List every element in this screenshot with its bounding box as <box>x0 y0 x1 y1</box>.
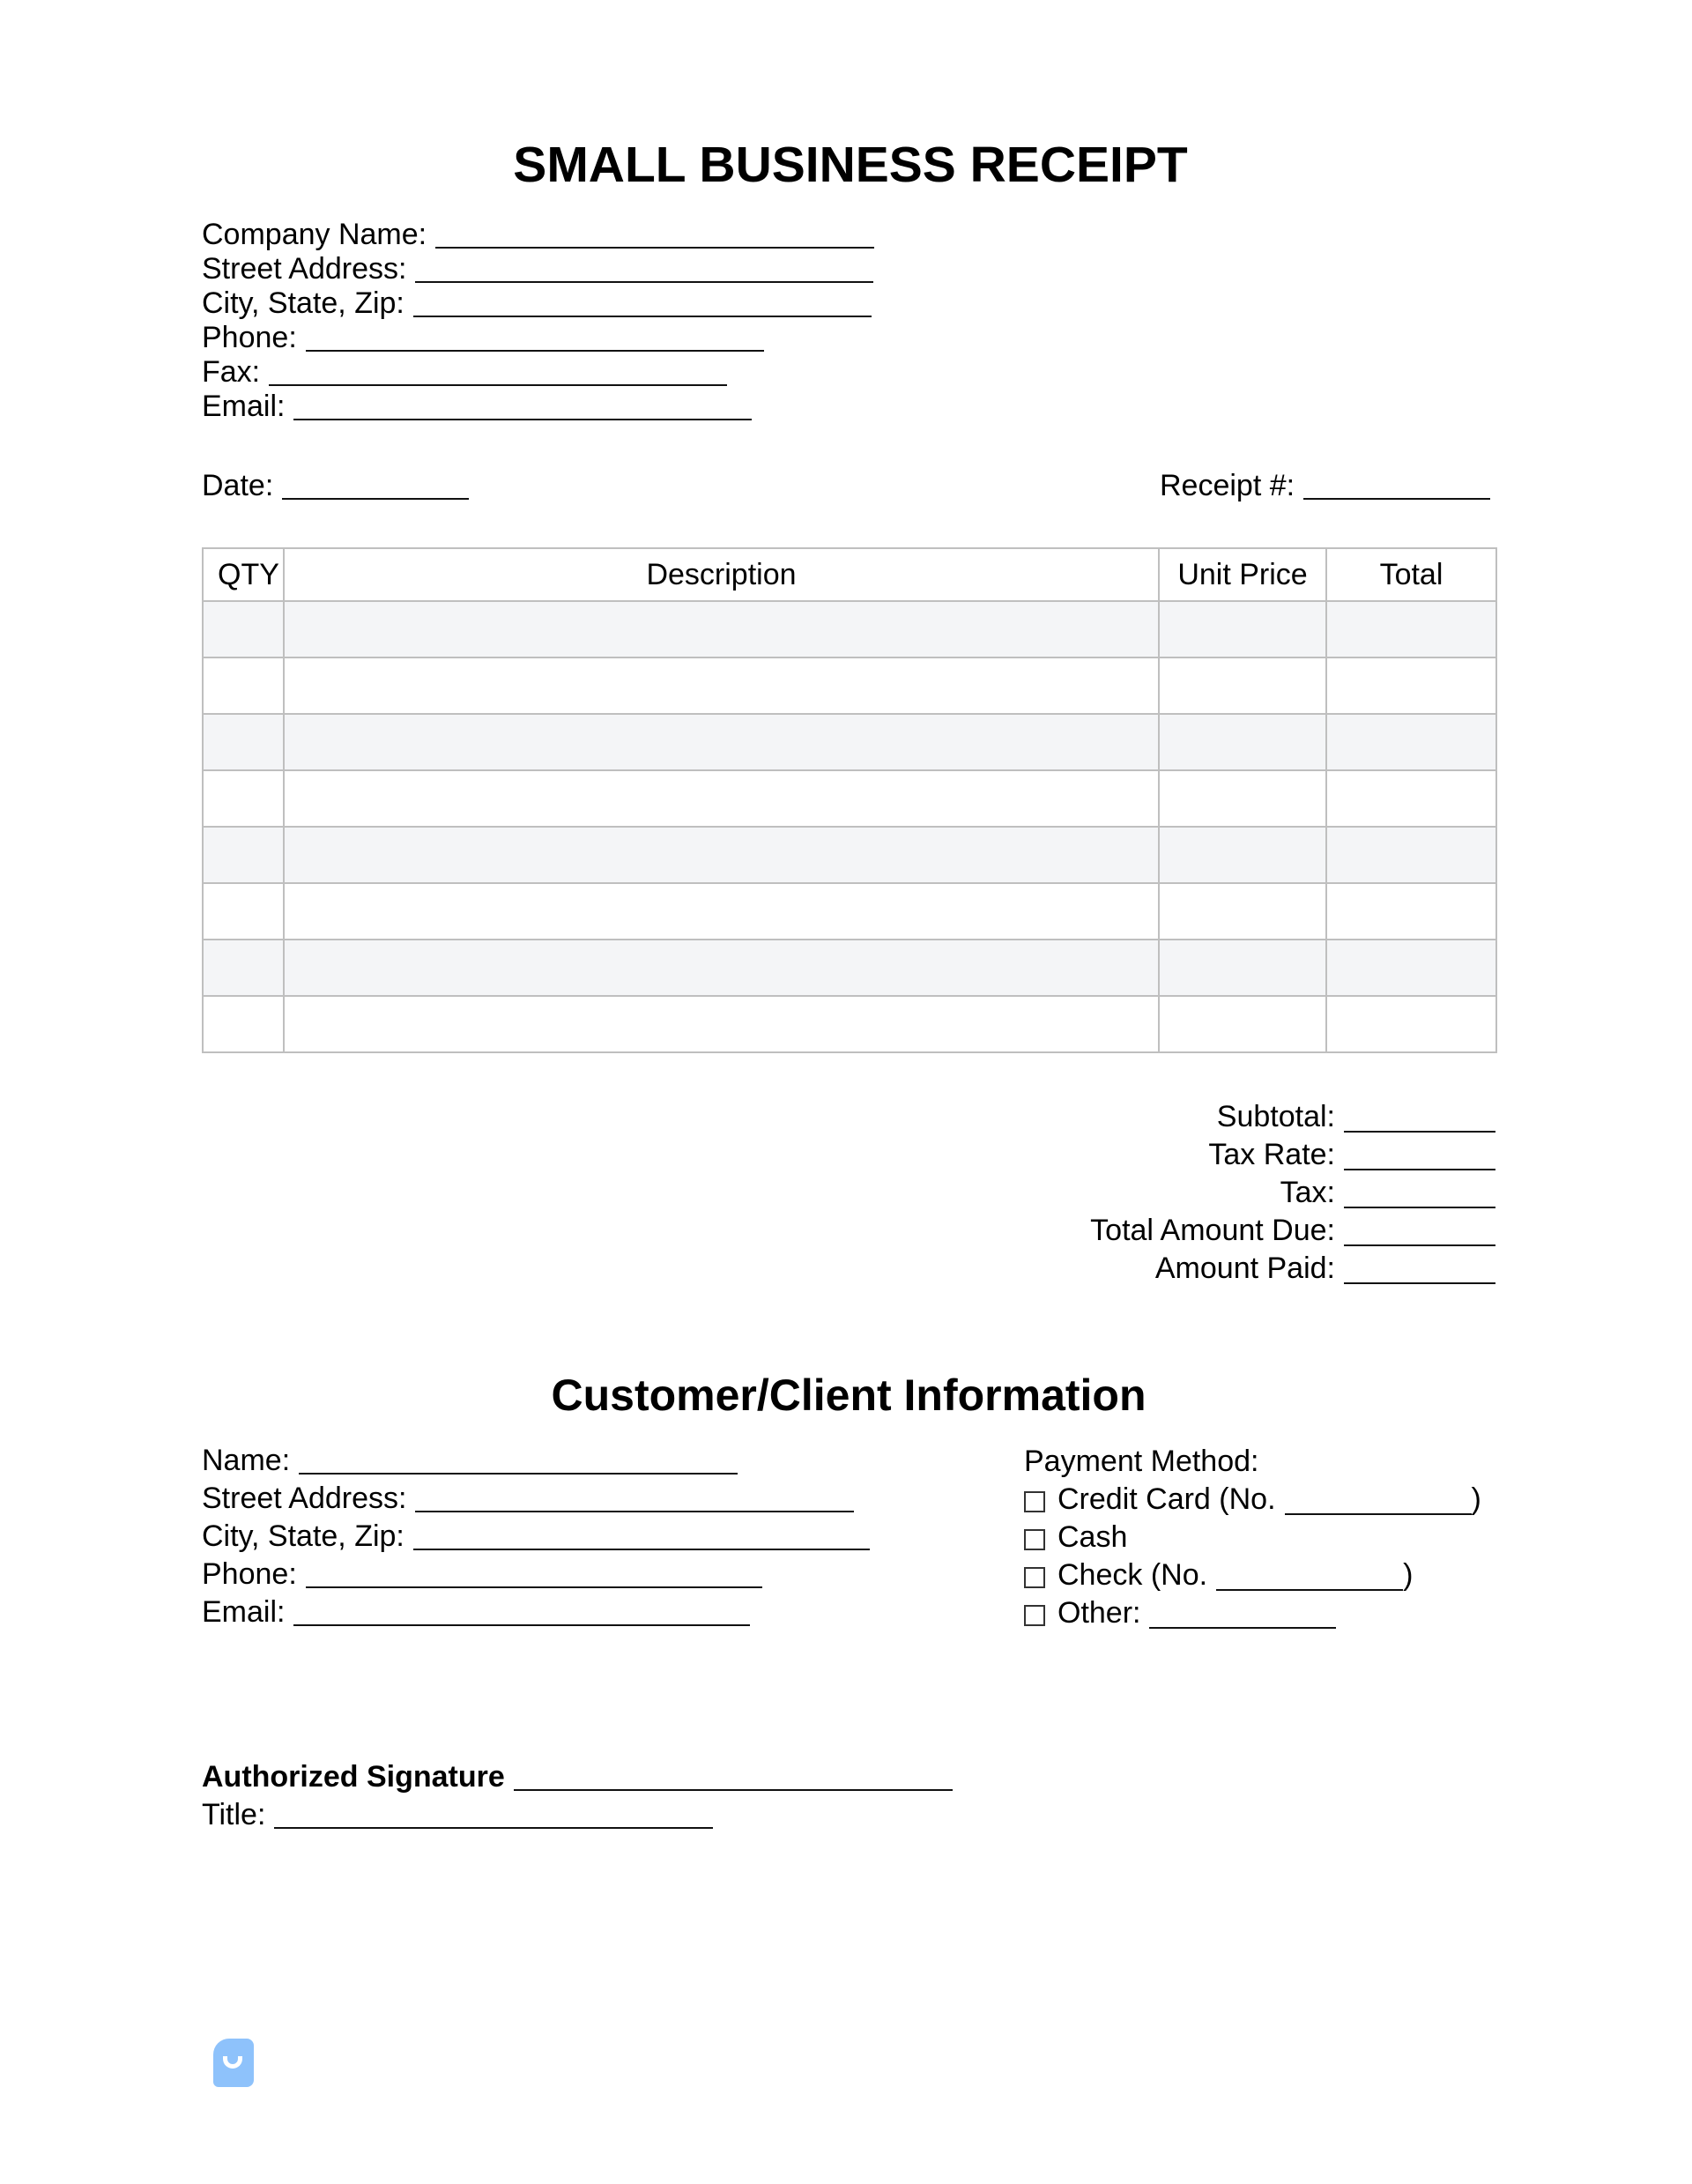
total-cell[interactable] <box>1326 883 1496 940</box>
description-cell[interactable] <box>284 996 1159 1052</box>
company-fax-input[interactable] <box>269 358 727 386</box>
checkbox-icon[interactable] <box>1024 1529 1045 1550</box>
total-cell[interactable] <box>1326 827 1496 883</box>
col-header-unit-price: Unit Price <box>1159 548 1326 601</box>
total-cell[interactable] <box>1326 657 1496 714</box>
option-suffix: ) <box>1471 1482 1481 1516</box>
field-label: Phone: <box>202 321 297 354</box>
checkbox-icon[interactable] <box>1024 1605 1045 1626</box>
option-label: Credit Card (No. <box>1058 1482 1276 1516</box>
qty-cell[interactable] <box>203 714 284 770</box>
customer-name-field[interactable] <box>202 1443 738 1478</box>
payment-option-cash[interactable] <box>1024 1519 1127 1556</box>
table-row <box>203 657 1496 714</box>
authorized-signature-field[interactable] <box>202 1759 953 1794</box>
page-title: SMALL BUSINESS RECEIPT <box>513 137 1188 193</box>
unit-price-cell[interactable] <box>1159 601 1326 657</box>
option-label: Other: <box>1058 1596 1141 1630</box>
company-fax-field[interactable] <box>202 354 727 390</box>
payment-method-label: Payment Method: <box>1024 1445 1259 1478</box>
company-email-field[interactable] <box>202 389 752 424</box>
option-suffix: ) <box>1403 1558 1414 1592</box>
field-label: Name: <box>202 1444 291 1477</box>
unit-price-cell[interactable] <box>1159 657 1326 714</box>
customer-name-input[interactable] <box>299 1446 738 1475</box>
unit-price-cell[interactable] <box>1159 770 1326 827</box>
payment-option-credit-card[interactable] <box>1024 1481 1481 1519</box>
tax-rate-label: Tax Rate: <box>1208 1138 1335 1171</box>
col-header-total: Total <box>1326 548 1496 601</box>
tax-label: Tax: <box>1280 1176 1335 1209</box>
payment-option-other[interactable] <box>1024 1594 1336 1632</box>
date-label: Date: <box>202 469 274 502</box>
qty-cell[interactable] <box>203 601 284 657</box>
title-input[interactable] <box>274 1801 713 1829</box>
smile-mark <box>223 2056 242 2069</box>
amount-paid-input[interactable] <box>1344 1256 1495 1284</box>
company-city-input[interactable] <box>413 289 872 317</box>
amount-paid-label: Amount Paid: <box>1154 1252 1335 1285</box>
total-cell[interactable] <box>1326 714 1496 770</box>
subtotal-label: Subtotal: <box>1216 1100 1335 1133</box>
customer-phone-input[interactable] <box>306 1560 762 1588</box>
table-row <box>203 714 1496 770</box>
description-cell[interactable] <box>284 770 1159 827</box>
customer-phone-field[interactable] <box>202 1556 762 1592</box>
tax-field[interactable] <box>1280 1174 1495 1212</box>
table-row <box>203 601 1496 657</box>
unit-price-cell[interactable] <box>1159 827 1326 883</box>
field-label: Phone: <box>202 1557 297 1591</box>
qty-cell[interactable] <box>203 827 284 883</box>
receipt-number-field[interactable] <box>1160 468 1490 503</box>
table-row <box>203 940 1496 996</box>
total-amount-due-input[interactable] <box>1344 1218 1495 1246</box>
signature-input[interactable] <box>514 1763 953 1791</box>
col-header-description: Description <box>284 548 1159 601</box>
tax-input[interactable] <box>1344 1180 1495 1208</box>
qty-cell[interactable] <box>203 996 284 1052</box>
qty-cell[interactable] <box>203 883 284 940</box>
date-input[interactable] <box>282 472 469 500</box>
company-name-input[interactable] <box>435 220 874 249</box>
field-label: Street Address: <box>202 252 407 286</box>
customer-street-input[interactable] <box>415 1484 854 1512</box>
field-label: Fax: <box>202 355 261 389</box>
col-header-qty: QTY <box>203 548 284 601</box>
other-payment-input[interactable] <box>1149 1601 1336 1629</box>
items-table <box>202 547 1497 1053</box>
table-row <box>203 827 1496 883</box>
tax-rate-field[interactable] <box>1208 1136 1495 1174</box>
customer-city-field[interactable] <box>202 1519 870 1554</box>
option-label: Cash <box>1058 1520 1128 1554</box>
company-name-field[interactable] <box>202 217 874 252</box>
signature-label: Authorized Signature <box>202 1760 505 1794</box>
total-cell[interactable] <box>1326 601 1496 657</box>
option-label: Check (No. <box>1058 1558 1208 1592</box>
field-label: City, State, Zip: <box>202 286 404 320</box>
table-row <box>203 996 1496 1052</box>
qty-cell[interactable] <box>203 770 284 827</box>
subtotal-input[interactable] <box>1344 1104 1495 1133</box>
customer-street-field[interactable] <box>202 1481 854 1516</box>
description-cell[interactable] <box>284 940 1159 996</box>
title-label: Title: <box>202 1798 266 1831</box>
table-header-row <box>203 548 1496 601</box>
smiley-logo-icon <box>213 2039 254 2087</box>
customer-section-heading: Customer/Client Information <box>551 1371 1147 1420</box>
company-street-input[interactable] <box>415 255 873 283</box>
subtotal-field[interactable] <box>1217 1098 1495 1136</box>
total-cell[interactable] <box>1326 940 1496 996</box>
description-cell[interactable] <box>284 601 1159 657</box>
company-phone-input[interactable] <box>306 323 764 352</box>
customer-email-input[interactable] <box>293 1598 750 1626</box>
field-label: Email: <box>202 390 286 423</box>
company-phone-field[interactable] <box>202 320 764 355</box>
table-row <box>203 883 1496 940</box>
qty-cell[interactable] <box>203 940 284 996</box>
amount-paid-field[interactable] <box>1155 1250 1495 1288</box>
checkbox-icon[interactable] <box>1024 1491 1045 1512</box>
total-amount-due-label: Total Amount Due: <box>1090 1214 1335 1247</box>
credit-card-number-input[interactable] <box>1285 1487 1472 1515</box>
field-label: Street Address: <box>202 1482 407 1515</box>
receipt-number-input[interactable] <box>1303 472 1490 500</box>
date-field[interactable] <box>202 468 469 503</box>
total-cell[interactable] <box>1326 996 1496 1052</box>
unit-price-cell[interactable] <box>1159 940 1326 996</box>
total-cell[interactable] <box>1326 770 1496 827</box>
description-cell[interactable] <box>284 657 1159 714</box>
description-cell[interactable] <box>284 883 1159 940</box>
unit-price-cell[interactable] <box>1159 996 1326 1052</box>
receipt-number-label: Receipt #: <box>1160 469 1295 502</box>
field-label: Company Name: <box>202 218 427 251</box>
total-amount-due-field[interactable] <box>1090 1212 1495 1250</box>
company-street-field[interactable] <box>202 251 873 286</box>
company-email-input[interactable] <box>293 392 752 420</box>
checkbox-icon[interactable] <box>1024 1567 1045 1588</box>
table-row <box>203 770 1496 827</box>
check-number-input[interactable] <box>1216 1563 1403 1591</box>
tax-rate-input[interactable] <box>1344 1142 1495 1170</box>
field-label: City, State, Zip: <box>202 1519 404 1553</box>
description-cell[interactable] <box>284 714 1159 770</box>
payment-option-check[interactable] <box>1024 1556 1413 1594</box>
unit-price-cell[interactable] <box>1159 714 1326 770</box>
customer-email-field[interactable] <box>202 1594 750 1630</box>
customer-city-input[interactable] <box>413 1522 870 1550</box>
description-cell[interactable] <box>284 827 1159 883</box>
title-field[interactable] <box>202 1797 713 1832</box>
company-city-field[interactable] <box>202 286 872 321</box>
field-label: Email: <box>202 1595 286 1629</box>
unit-price-cell[interactable] <box>1159 883 1326 940</box>
qty-cell[interactable] <box>203 657 284 714</box>
